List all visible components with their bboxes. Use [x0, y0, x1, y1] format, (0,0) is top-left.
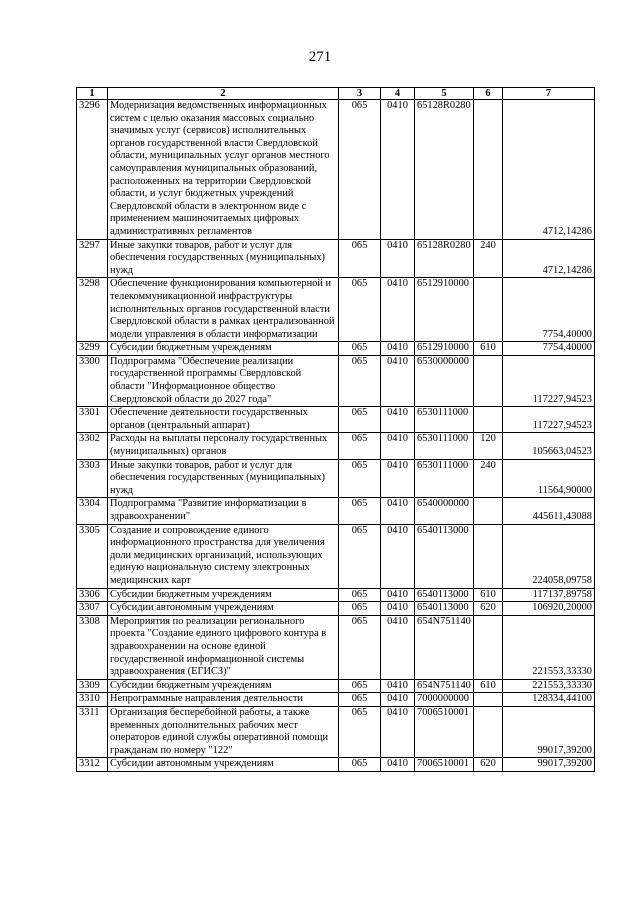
row-amount: 105663,04523	[503, 433, 595, 459]
row-name: Иные закупки товаров, работ и услуг для обеспечения государственных (муниципальных) нужд	[108, 239, 339, 278]
row-amount: 99017,39200	[503, 706, 595, 757]
row-section-code: 0410	[381, 100, 415, 240]
table-row	[77, 342, 595, 356]
row-expense-type	[474, 355, 503, 406]
row-section-code: 0410	[381, 588, 415, 602]
row-section-code: 0410	[381, 602, 415, 616]
row-target-code: 6540000000	[415, 498, 474, 524]
row-expense-type	[474, 706, 503, 757]
row-amount: 4712,14286	[503, 239, 595, 278]
row-expense-type	[474, 278, 503, 342]
header-cell: 3	[339, 88, 381, 100]
row-number: 3296	[77, 100, 108, 240]
row-name: Субсидии бюджетным учреждениям	[108, 679, 339, 693]
row-target-code: 654N751140	[415, 679, 474, 693]
table-row	[77, 100, 595, 240]
row-target-code: 6512910000	[415, 342, 474, 356]
row-number: 3308	[77, 615, 108, 679]
row-number: 3301	[77, 407, 108, 433]
row-number: 3303	[77, 459, 108, 498]
row-number: 3304	[77, 498, 108, 524]
row-number: 3312	[77, 758, 108, 772]
row-amount: 221553,33330	[503, 679, 595, 693]
table-row	[77, 602, 595, 616]
row-amount: 11564,90000	[503, 459, 595, 498]
row-expense-type	[474, 498, 503, 524]
row-section-code: 0410	[381, 342, 415, 356]
row-admin-code: 065	[339, 758, 381, 772]
table-header	[77, 88, 595, 100]
row-name: Обеспечение функционирования компьютерной и телекоммуникационной инфраструктуры исполнительных органов государственной власти Свердловской области в рамках централизованной модели управления в области информатизации	[108, 278, 339, 342]
row-admin-code: 065	[339, 100, 381, 240]
row-section-code: 0410	[381, 498, 415, 524]
row-name: Модернизация ведомственных информационных систем с целью оказания массовых социально значимых услуг (сервисов) исполнительных органов государственной власти Свердловской области, муниципальных услуг органов местного самоуправления муниципальных образований, расположенных на территории Свердловской области, и услуг бюджетных учреждений Свердловской области в электронном виде с применением машиночитаемых цифровых административных регламентов	[108, 100, 339, 240]
table-row	[77, 615, 595, 679]
row-expense-type	[474, 693, 503, 707]
row-amount: 128334,44100	[503, 693, 595, 707]
table-row	[77, 758, 595, 772]
row-amount: 117137,89758	[503, 588, 595, 602]
row-amount: 224058,09758	[503, 524, 595, 588]
row-number: 3298	[77, 278, 108, 342]
row-target-code: 7000000000	[415, 693, 474, 707]
row-admin-code: 065	[339, 706, 381, 757]
row-admin-code: 065	[339, 679, 381, 693]
table-row	[77, 278, 595, 342]
row-admin-code: 065	[339, 407, 381, 433]
header-cell: 5	[415, 88, 474, 100]
row-number: 3305	[77, 524, 108, 588]
row-admin-code: 065	[339, 459, 381, 498]
header-row	[77, 88, 595, 100]
row-admin-code: 065	[339, 602, 381, 616]
row-expense-type: 610	[474, 679, 503, 693]
row-name: Подпрограмма "Развитие информатизации в здравоохранении"	[108, 498, 339, 524]
row-name: Организация бесперебойной работы, а также временных дополнительных рабочих мест операторов единой службы оперативной помощи гражданам по номеру "122"	[108, 706, 339, 757]
row-expense-type: 610	[474, 342, 503, 356]
row-target-code: 6530111000	[415, 407, 474, 433]
row-name: Создание и сопровождение единого информационного пространства для увеличения доли медицинских организаций, использующих единую национальную систему электронных медицинских карт	[108, 524, 339, 588]
table-row	[77, 459, 595, 498]
row-name: Мероприятия по реализации регионального проекта "Создание единого цифрового контура в здравоохранении на основе единой государственной информационной системы здравоохранения (ЕГИСЗ)"	[108, 615, 339, 679]
row-expense-type	[474, 615, 503, 679]
row-amount: 117227,94523	[503, 355, 595, 406]
row-target-code: 6530111000	[415, 459, 474, 498]
row-admin-code: 065	[339, 278, 381, 342]
row-target-code: 6512910000	[415, 278, 474, 342]
table-row	[77, 407, 595, 433]
row-target-code: 65128R0280	[415, 239, 474, 278]
header-cell: 1	[77, 88, 108, 100]
row-admin-code: 065	[339, 498, 381, 524]
row-section-code: 0410	[381, 239, 415, 278]
row-name: Расходы на выплаты персоналу государственных (муниципальных) органов	[108, 433, 339, 459]
row-amount: 7754,40000	[503, 278, 595, 342]
row-expense-type: 240	[474, 239, 503, 278]
row-admin-code: 065	[339, 433, 381, 459]
row-section-code: 0410	[381, 693, 415, 707]
table-row	[77, 239, 595, 278]
row-section-code: 0410	[381, 679, 415, 693]
row-amount: 221553,33330	[503, 615, 595, 679]
table-row	[77, 706, 595, 757]
row-section-code: 0410	[381, 459, 415, 498]
header-cell: 4	[381, 88, 415, 100]
row-number: 3300	[77, 355, 108, 406]
table-row	[77, 524, 595, 588]
row-name: Субсидии бюджетным учреждениям	[108, 342, 339, 356]
table-body	[77, 100, 595, 772]
table-row	[77, 693, 595, 707]
header-cell: 2	[108, 88, 339, 100]
row-admin-code: 065	[339, 588, 381, 602]
row-section-code: 0410	[381, 278, 415, 342]
row-name: Субсидии бюджетным учреждениям	[108, 588, 339, 602]
budget-table	[76, 87, 595, 772]
table-row	[77, 433, 595, 459]
row-section-code: 0410	[381, 758, 415, 772]
row-section-code: 0410	[381, 706, 415, 757]
row-section-code: 0410	[381, 355, 415, 406]
row-name: Подпрограмма "Обеспечение реализации государственной программы Свердловской области "Информационное общество Свердловской области до 2027 года"	[108, 355, 339, 406]
table-row	[77, 679, 595, 693]
row-expense-type	[474, 100, 503, 240]
row-section-code: 0410	[381, 407, 415, 433]
row-expense-type: 120	[474, 433, 503, 459]
row-expense-type	[474, 524, 503, 588]
row-number: 3299	[77, 342, 108, 356]
row-name: Субсидии автономным учреждениям	[108, 758, 339, 772]
row-number: 3311	[77, 706, 108, 757]
row-amount: 117227,94523	[503, 407, 595, 433]
row-section-code: 0410	[381, 433, 415, 459]
row-number: 3306	[77, 588, 108, 602]
row-number: 3310	[77, 693, 108, 707]
row-amount: 4712,14286	[503, 100, 595, 240]
row-admin-code: 065	[339, 342, 381, 356]
row-admin-code: 065	[339, 355, 381, 406]
row-target-code: 6530111000	[415, 433, 474, 459]
header-cell: 6	[474, 88, 503, 100]
row-amount: 445611,43088	[503, 498, 595, 524]
row-amount: 7754,40000	[503, 342, 595, 356]
page-number: 271	[308, 49, 332, 65]
table-row	[77, 498, 595, 524]
row-target-code: 6540113000	[415, 602, 474, 616]
row-target-code: 7006510001	[415, 758, 474, 772]
row-expense-type: 620	[474, 602, 503, 616]
row-number: 3309	[77, 679, 108, 693]
row-section-code: 0410	[381, 524, 415, 588]
row-number: 3297	[77, 239, 108, 278]
row-number: 3307	[77, 602, 108, 616]
row-target-code: 654N751140	[415, 615, 474, 679]
row-target-code: 65128R0280	[415, 100, 474, 240]
row-target-code: 6540113000	[415, 524, 474, 588]
row-expense-type: 620	[474, 758, 503, 772]
row-expense-type: 610	[474, 588, 503, 602]
row-expense-type	[474, 407, 503, 433]
row-amount: 99017,39200	[503, 758, 595, 772]
row-number: 3302	[77, 433, 108, 459]
row-admin-code: 065	[339, 615, 381, 679]
row-admin-code: 065	[339, 524, 381, 588]
row-expense-type: 240	[474, 459, 503, 498]
header-cell: 7	[503, 88, 595, 100]
row-target-code: 7006510001	[415, 706, 474, 757]
row-section-code: 0410	[381, 615, 415, 679]
table-row	[77, 355, 595, 406]
row-amount: 106920,20000	[503, 602, 595, 616]
row-name: Непрограммные направления деятельности	[108, 693, 339, 707]
row-admin-code: 065	[339, 693, 381, 707]
row-name: Субсидии автономным учреждениям	[108, 602, 339, 616]
row-admin-code: 065	[339, 239, 381, 278]
row-target-code: 6530000000	[415, 355, 474, 406]
table-row	[77, 588, 595, 602]
row-name: Иные закупки товаров, работ и услуг для обеспечения государственных (муниципальных) нужд	[108, 459, 339, 498]
row-name: Обеспечение деятельности государственных органов (центральный аппарат)	[108, 407, 339, 433]
row-target-code: 6540113000	[415, 588, 474, 602]
